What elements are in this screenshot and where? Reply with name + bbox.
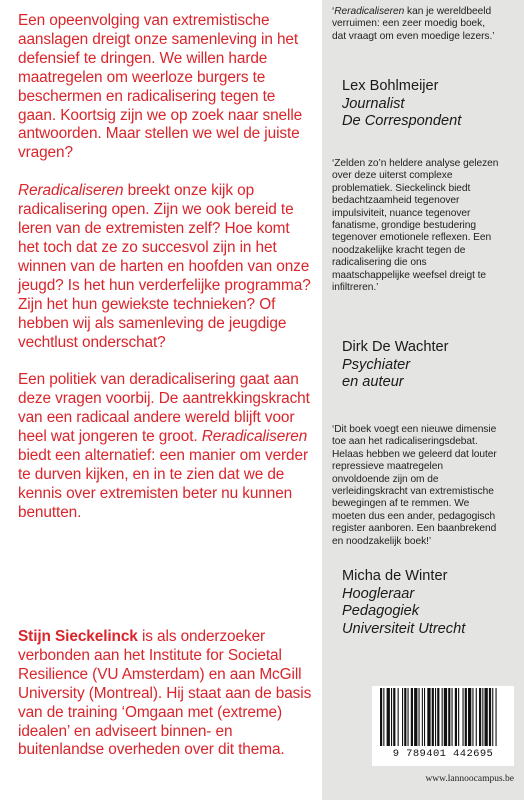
quote-text: kan je wereldbeeld verruimen: een zeer moedig boek, dat vraagt om even moedige lezers.’ [332,6,495,42]
endorser-role: Journalist [342,95,405,112]
blurb-text: Een opeenvolging van extremistische aanslagen dreigt onze samenleving in het defensief te dringen. We willen harde maatregelen om weerloze burgers te beschermen en radicalisering tegen te gaan. Koortsig zijn we op zoek naar snelle antwoorden. Maar stellen we wel de juiste vragen? [18,12,303,162]
barcode-bar [496,688,497,746]
barcode-bar [383,688,384,746]
blurb-text: Een politiek van deradicalisering gaat aan deze vragen voorbij. De aantrekkingskracht van een radicaal andere wereld blijft voor heel wat jongeren te groot. [18,371,310,446]
barcode-bar [465,688,467,746]
book-title: Reradicaliseren [18,182,124,200]
endorser-role: Psychiater [342,356,411,373]
blurb-text: breekt onze kijk op radicalisering open. Zijn we ook bereid te leren van de extremisten zelf? Hoe komt het toch dat ze zo succesvol zijn in het winnen van de harten en hoofden van onze jeugd? Is het hun verderfelijke programma? Zijn het hun gewiekste technieken? Of hebben wij als samenleving de jeugdige vechtlust onderschat? [18,182,311,351]
endorser-name: Dirk De Wachter [342,339,449,355]
endorsement-quote-3 [332,424,500,548]
barcode-bar [452,688,453,746]
publisher-website: www.lannoocampus.be [425,774,514,784]
barcode-bar [482,688,483,746]
barcode-bar [437,688,439,746]
barcode-bar [411,688,413,746]
quote-mark: ‘ [332,6,335,17]
barcode-bar [414,688,417,746]
blurb-paragraph-3 [18,371,314,522]
barcode-bar [476,688,477,746]
barcode-bar [448,688,450,746]
barcode-bar [492,688,493,746]
barcode-bar [427,688,430,746]
barcode-bar [387,688,390,746]
endorser-1 [342,78,517,131]
endorser-name: Lex Bohlmeijer [342,78,439,94]
barcode-bar [463,688,464,746]
barcode-bar [380,688,382,746]
endorser-role: Universiteit Utrecht [342,620,466,637]
barcode-bar [485,688,488,746]
endorsement-sidebar [322,0,524,800]
author-bio-text: is als onderzoeker verbonden aan het Institute for Societal Resilience (VU Amsterdam) en aan McGill University (Montreal). Hij staat aan de basis van de training ‘Omgaan met (extreme) idealen’ en adviseert binnen- en buitenlandse overheden over dit thema. [18,628,312,759]
author-name: Stijn Sieckelinck [18,628,138,645]
quote-text: ‘Dit boek voegt een nieuwe dimensie toe aan het radicaliseringsdebat. Helaas hebben we geleerd dat louter repressieve maatregelen onvoldoende zijn om de verleidingskracht van extremistische bewegingen af te remmen. We moeten dus een ander, pedagogisch register aanboren. Een baanbrekend en noodzakelijk boek!’ [332,424,497,547]
barcode-bar [442,688,443,746]
endorser-role: Pedagogiek [342,603,420,619]
barcode-bar [398,688,399,746]
barcode-bar [424,688,425,746]
barcode-bar [472,688,473,746]
blurb-column [18,12,314,542]
endorser-name: Micha de Winter [342,568,448,584]
endorsement-quote-2 [332,158,500,294]
barcode-bar [458,688,459,746]
isbn-number: 9 789401 442695 [392,748,494,760]
barcode-bar [435,688,436,746]
book-title: Reradicaliseren [334,6,405,17]
isbn-barcode [372,686,514,766]
endorser-role: Hoogleraar [342,585,415,602]
barcode-bar [408,688,409,746]
endorser-2 [342,339,517,392]
barcode-bar [489,688,491,746]
quote-text: ‘Zelden zo’n heldere analyse gelezen over deze uiterst complexe problematiek. Sieckelinck biedt bedachtzaamheid tegenover impulsiviteit, nuance tegenover fanatisme, grondige bestudering tegenover emotionele reflexen. Een noodzakelijke kracht tegen de radicalisering die ons maatschappelijke weefsel dreigt te infiltreren.’ [332,158,499,294]
barcode-bar [444,688,447,746]
author-bio [18,628,314,760]
barcode-bar [455,688,457,746]
endorser-role: en auteur [342,374,404,390]
barcode-bar [393,688,395,746]
barcode-bar [391,688,392,746]
book-title: Reradicaliseren [201,428,308,446]
endorser-role: De Correspondent [342,113,462,129]
blurb-paragraph-1 [18,12,314,163]
barcode-bars [372,686,514,748]
blurb-text: biedt een alternatief: een manier om verder te durven kijken, en in te zien dat we de kennis over extremisten beter nu kunnen benutten. [18,447,309,521]
barcode-bar [479,688,481,746]
barcode-bar [402,688,403,746]
barcode-bar [468,688,471,746]
barcode-bar [432,688,434,746]
endorsement-quote-1 [332,6,500,43]
barcode-bar [419,688,420,746]
barcode-bar [422,688,423,746]
endorser-3 [342,568,517,638]
blurb-paragraph-2 [18,182,314,352]
barcode-bar [404,688,406,746]
